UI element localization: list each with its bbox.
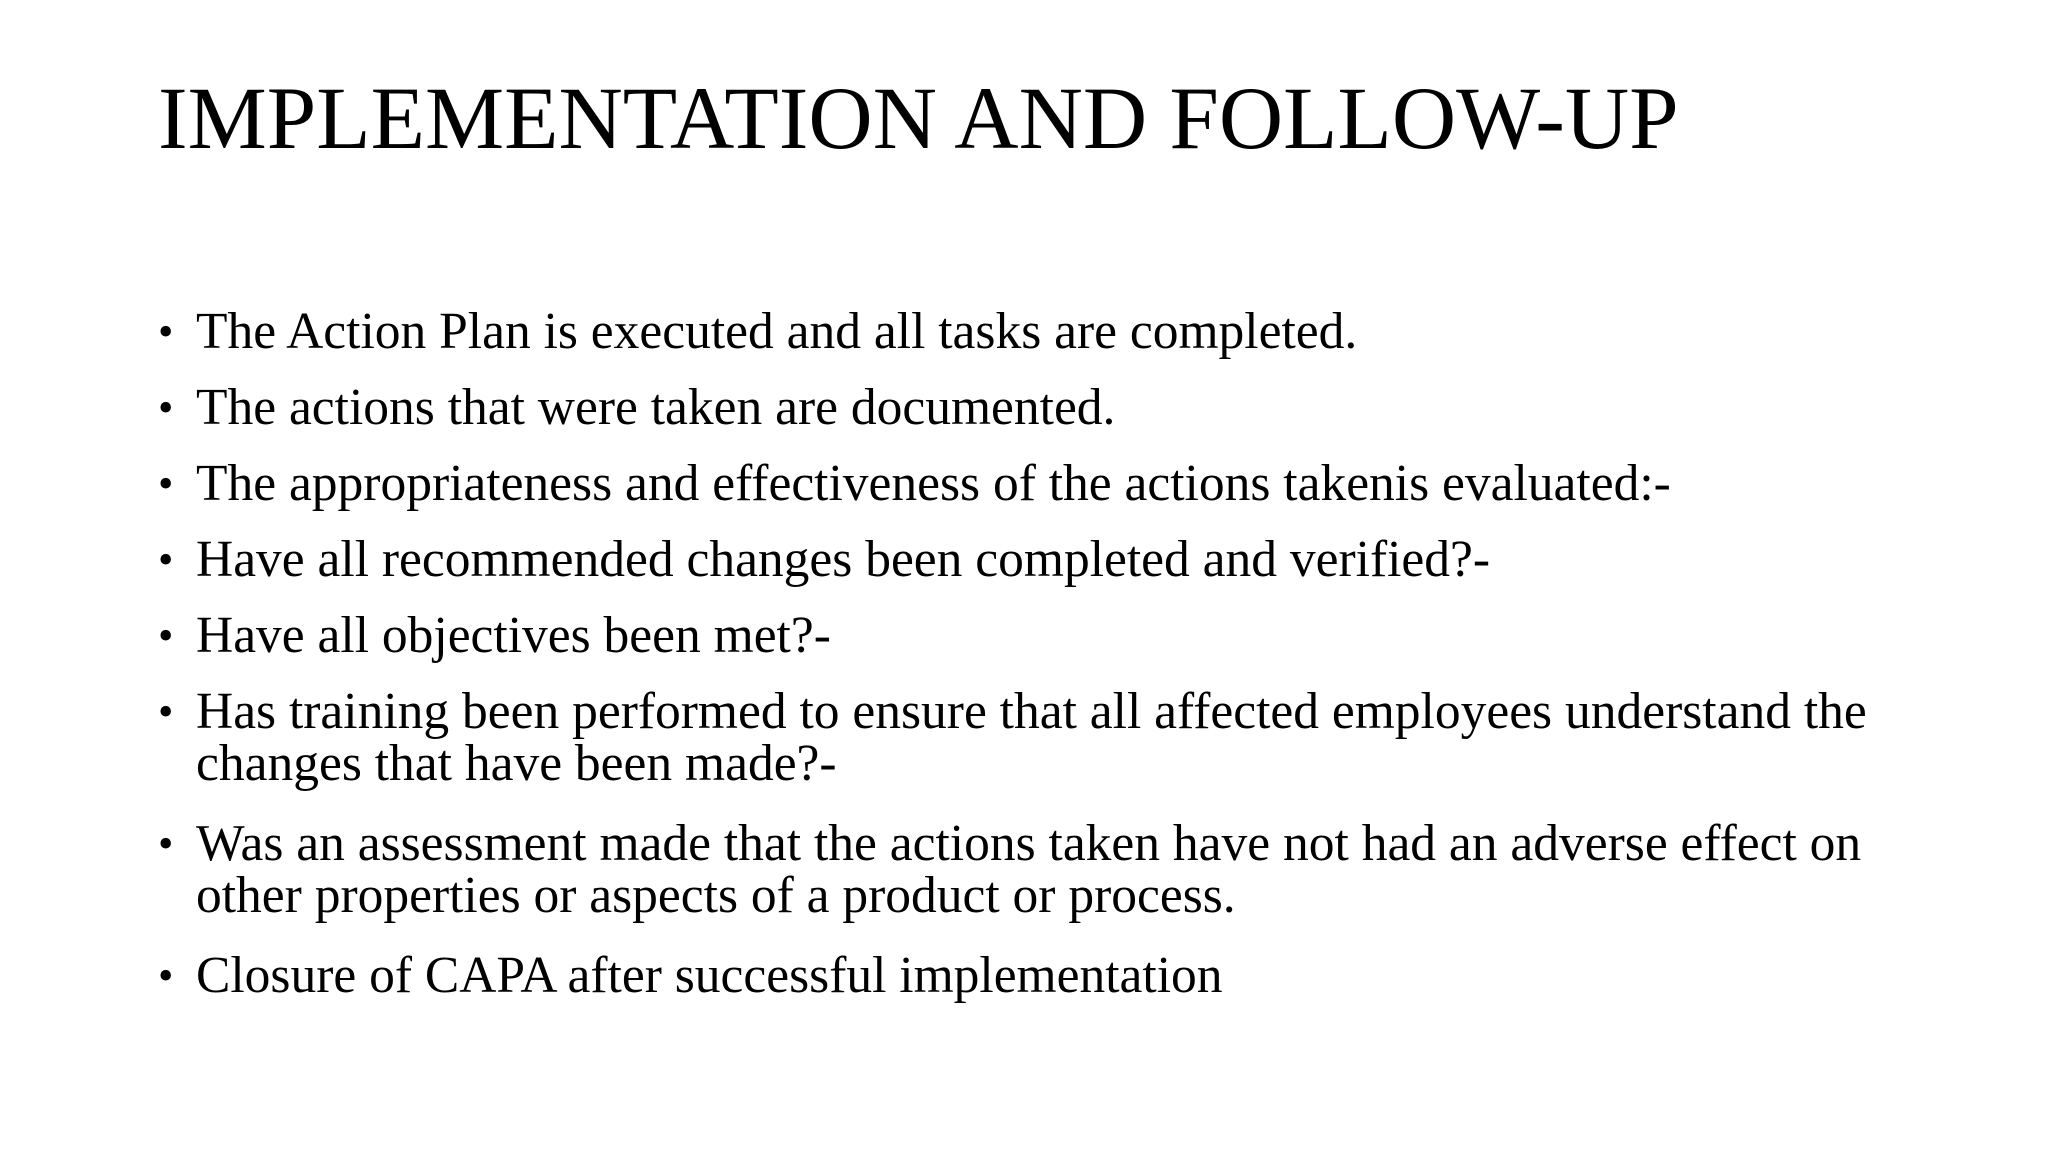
- bullet-dot-icon: •: [158, 687, 174, 736]
- bullet-dot-icon: •: [158, 459, 174, 508]
- bullet-item: [158, 303, 1918, 360]
- bullet-item: [158, 815, 1918, 924]
- bullet-dot-icon: •: [158, 383, 174, 432]
- bullet-text: The Action Plan is executed and all tasks are completed.: [196, 303, 1358, 360]
- bullet-item: [158, 455, 1918, 512]
- bullet-text: Closure of CAPA after successful implementation: [196, 947, 1223, 1004]
- bullet-text: The actions that were taken are documented.: [196, 379, 1116, 436]
- bullet-text: Have all objectives been met?-: [196, 607, 831, 664]
- bullet-text: The appropriateness and effectiveness of the actions takenis evaluated:-: [196, 455, 1671, 512]
- bullet-item: [158, 531, 1918, 588]
- bullet-dot-icon: •: [158, 951, 174, 1000]
- bullet-item: [158, 607, 1918, 664]
- bullet-text: Has training been performed to ensure that all affected employees understand the changes that have been made?-: [196, 683, 1867, 792]
- bullet-item: [158, 683, 1918, 792]
- bullet-dot-icon: •: [158, 611, 174, 660]
- bullet-dot-icon: •: [158, 535, 174, 584]
- slide-title: IMPLEMENTATION AND FOLLOW-UP: [158, 70, 1679, 168]
- bullet-text: Have all recommended changes been completed and verified?-: [196, 531, 1491, 588]
- bullet-dot-icon: •: [158, 307, 174, 356]
- bullet-item: [158, 947, 1918, 1004]
- bullet-list: [158, 303, 1918, 1026]
- bullet-dot-icon: •: [158, 819, 174, 868]
- bullet-text: Was an assessment made that the actions taken have not had an adverse effect on other properties or aspects of a product or process.: [196, 815, 1862, 924]
- bullet-item: [158, 379, 1918, 436]
